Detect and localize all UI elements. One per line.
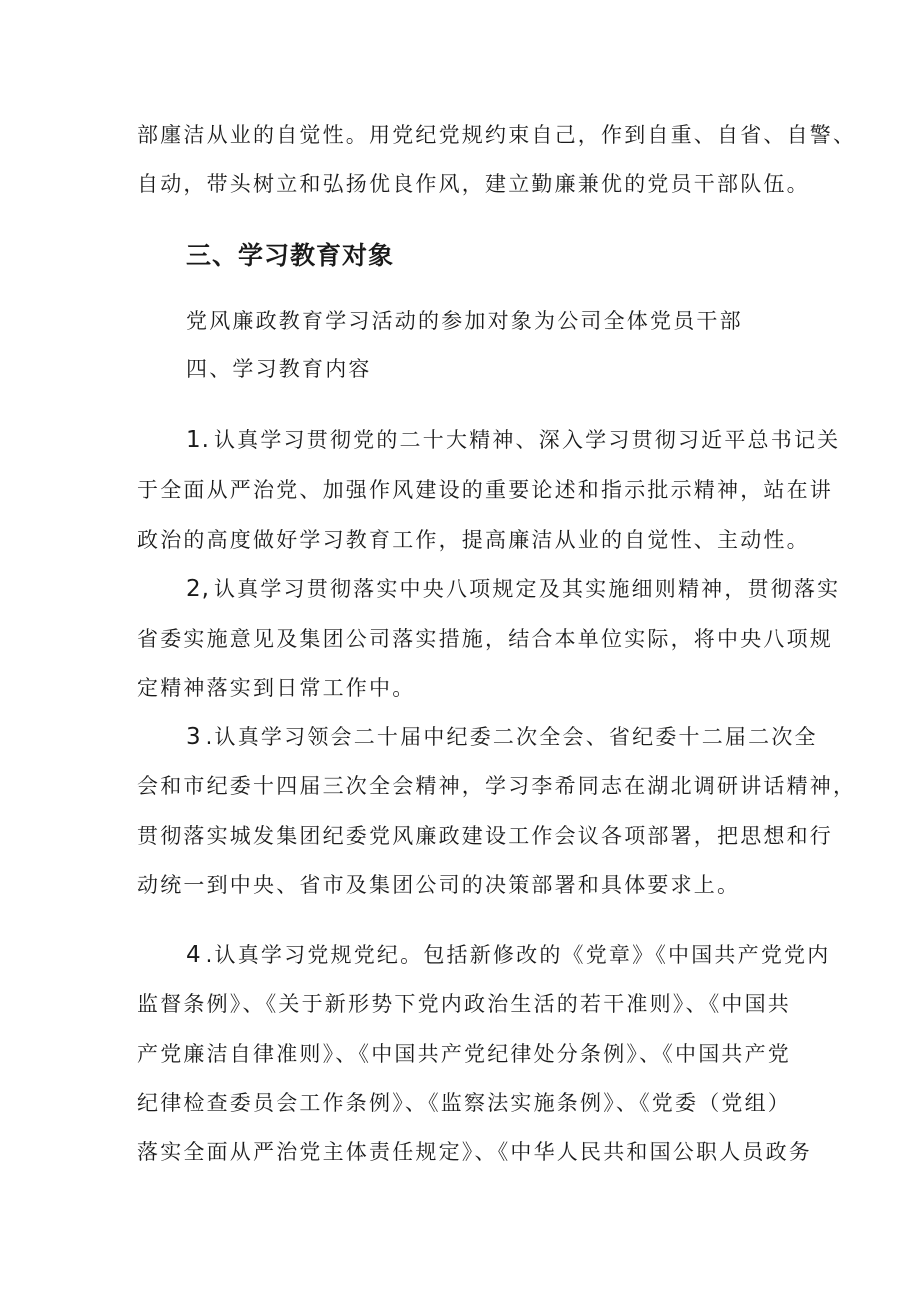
item-4-line-2: 监督条例》、《关于新形势下党内政治生活的若干准则》、《中国共 xyxy=(137,992,791,1016)
item-4-line-5: 落实全面从严治党主体责任规定》、《中华人民共和国公职人员政务 xyxy=(137,1140,812,1164)
item-3-line-1 xyxy=(186,723,818,751)
item-4-text: .认真学习党规党纪。包括新修改的《党章》《中国共产党党内 xyxy=(205,943,831,967)
intro-line-2: 自动，带头树立和弘扬优良作风，建立勤廉兼优的党员干部队伍。 xyxy=(137,172,810,196)
item-2-text: 认真学习贯彻落实中央八项规定及其实施细则精神，贯彻落实 xyxy=(213,577,841,601)
item-2-number: 2, xyxy=(186,576,210,602)
item-4-line-1 xyxy=(186,941,830,969)
item-3-line-4: 动统一到中央、省市及集团公司的决策部署和具体要求上。 xyxy=(137,873,741,897)
section-3-body: 党风廉政教育学习活动的参加对象为公司全体党员干部 xyxy=(186,309,743,333)
item-4-line-3: 产党廉洁自律准则》、《中国共产党纪律处分条例》、《中国共产党 xyxy=(137,1042,791,1066)
item-1-line-1 xyxy=(186,426,840,454)
item-4-line-4: 纪律检查委员会工作条例》、《监察法实施条例》、《党委（党组） xyxy=(137,1091,791,1115)
item-3-number: 3 xyxy=(186,724,202,750)
item-1-line-2: 于全面从严治党、加强作风建设的重要论述和指示批示精神，站在讲 xyxy=(137,478,833,502)
item-1-number: 1. xyxy=(186,427,210,453)
item-1-line-3: 政治的高度做好学习教育工作，提高廉洁从业的自觉性、主动性。 xyxy=(137,528,810,552)
item-2-line-2: 省委实施意见及集团公司落实措施，结合本单位实际，将中央八项规 xyxy=(137,627,833,651)
section-4-heading: 四、学习教育内容 xyxy=(186,357,372,381)
intro-line-1: 部廛洁从业的自觉性。用党纪党规约束自己，作到自重、自省、自警、 xyxy=(137,123,857,147)
item-1-text: 认真学习贯彻党的二十大精神、深入学习贯彻习近平总书记关 xyxy=(213,428,841,452)
item-3-text: .认真学习领会二十届中纪委二次全会、省纪委十二届二次全 xyxy=(205,725,818,749)
item-4-number: 4 xyxy=(186,942,202,968)
item-2-line-3: 定精神落实到日常工作中。 xyxy=(137,676,416,700)
item-3-line-3: 贯彻落实城发集团纪委党风廉政建设工作会议各项部署，把思想和行 xyxy=(137,824,833,848)
item-3-line-2: 会和市纪委十四届三次全会精神，学习李希同志在湖北调研讲话精神， xyxy=(137,774,857,798)
item-2-line-1 xyxy=(186,575,840,603)
section-3-heading: 三、学习教育对象 xyxy=(186,241,395,270)
